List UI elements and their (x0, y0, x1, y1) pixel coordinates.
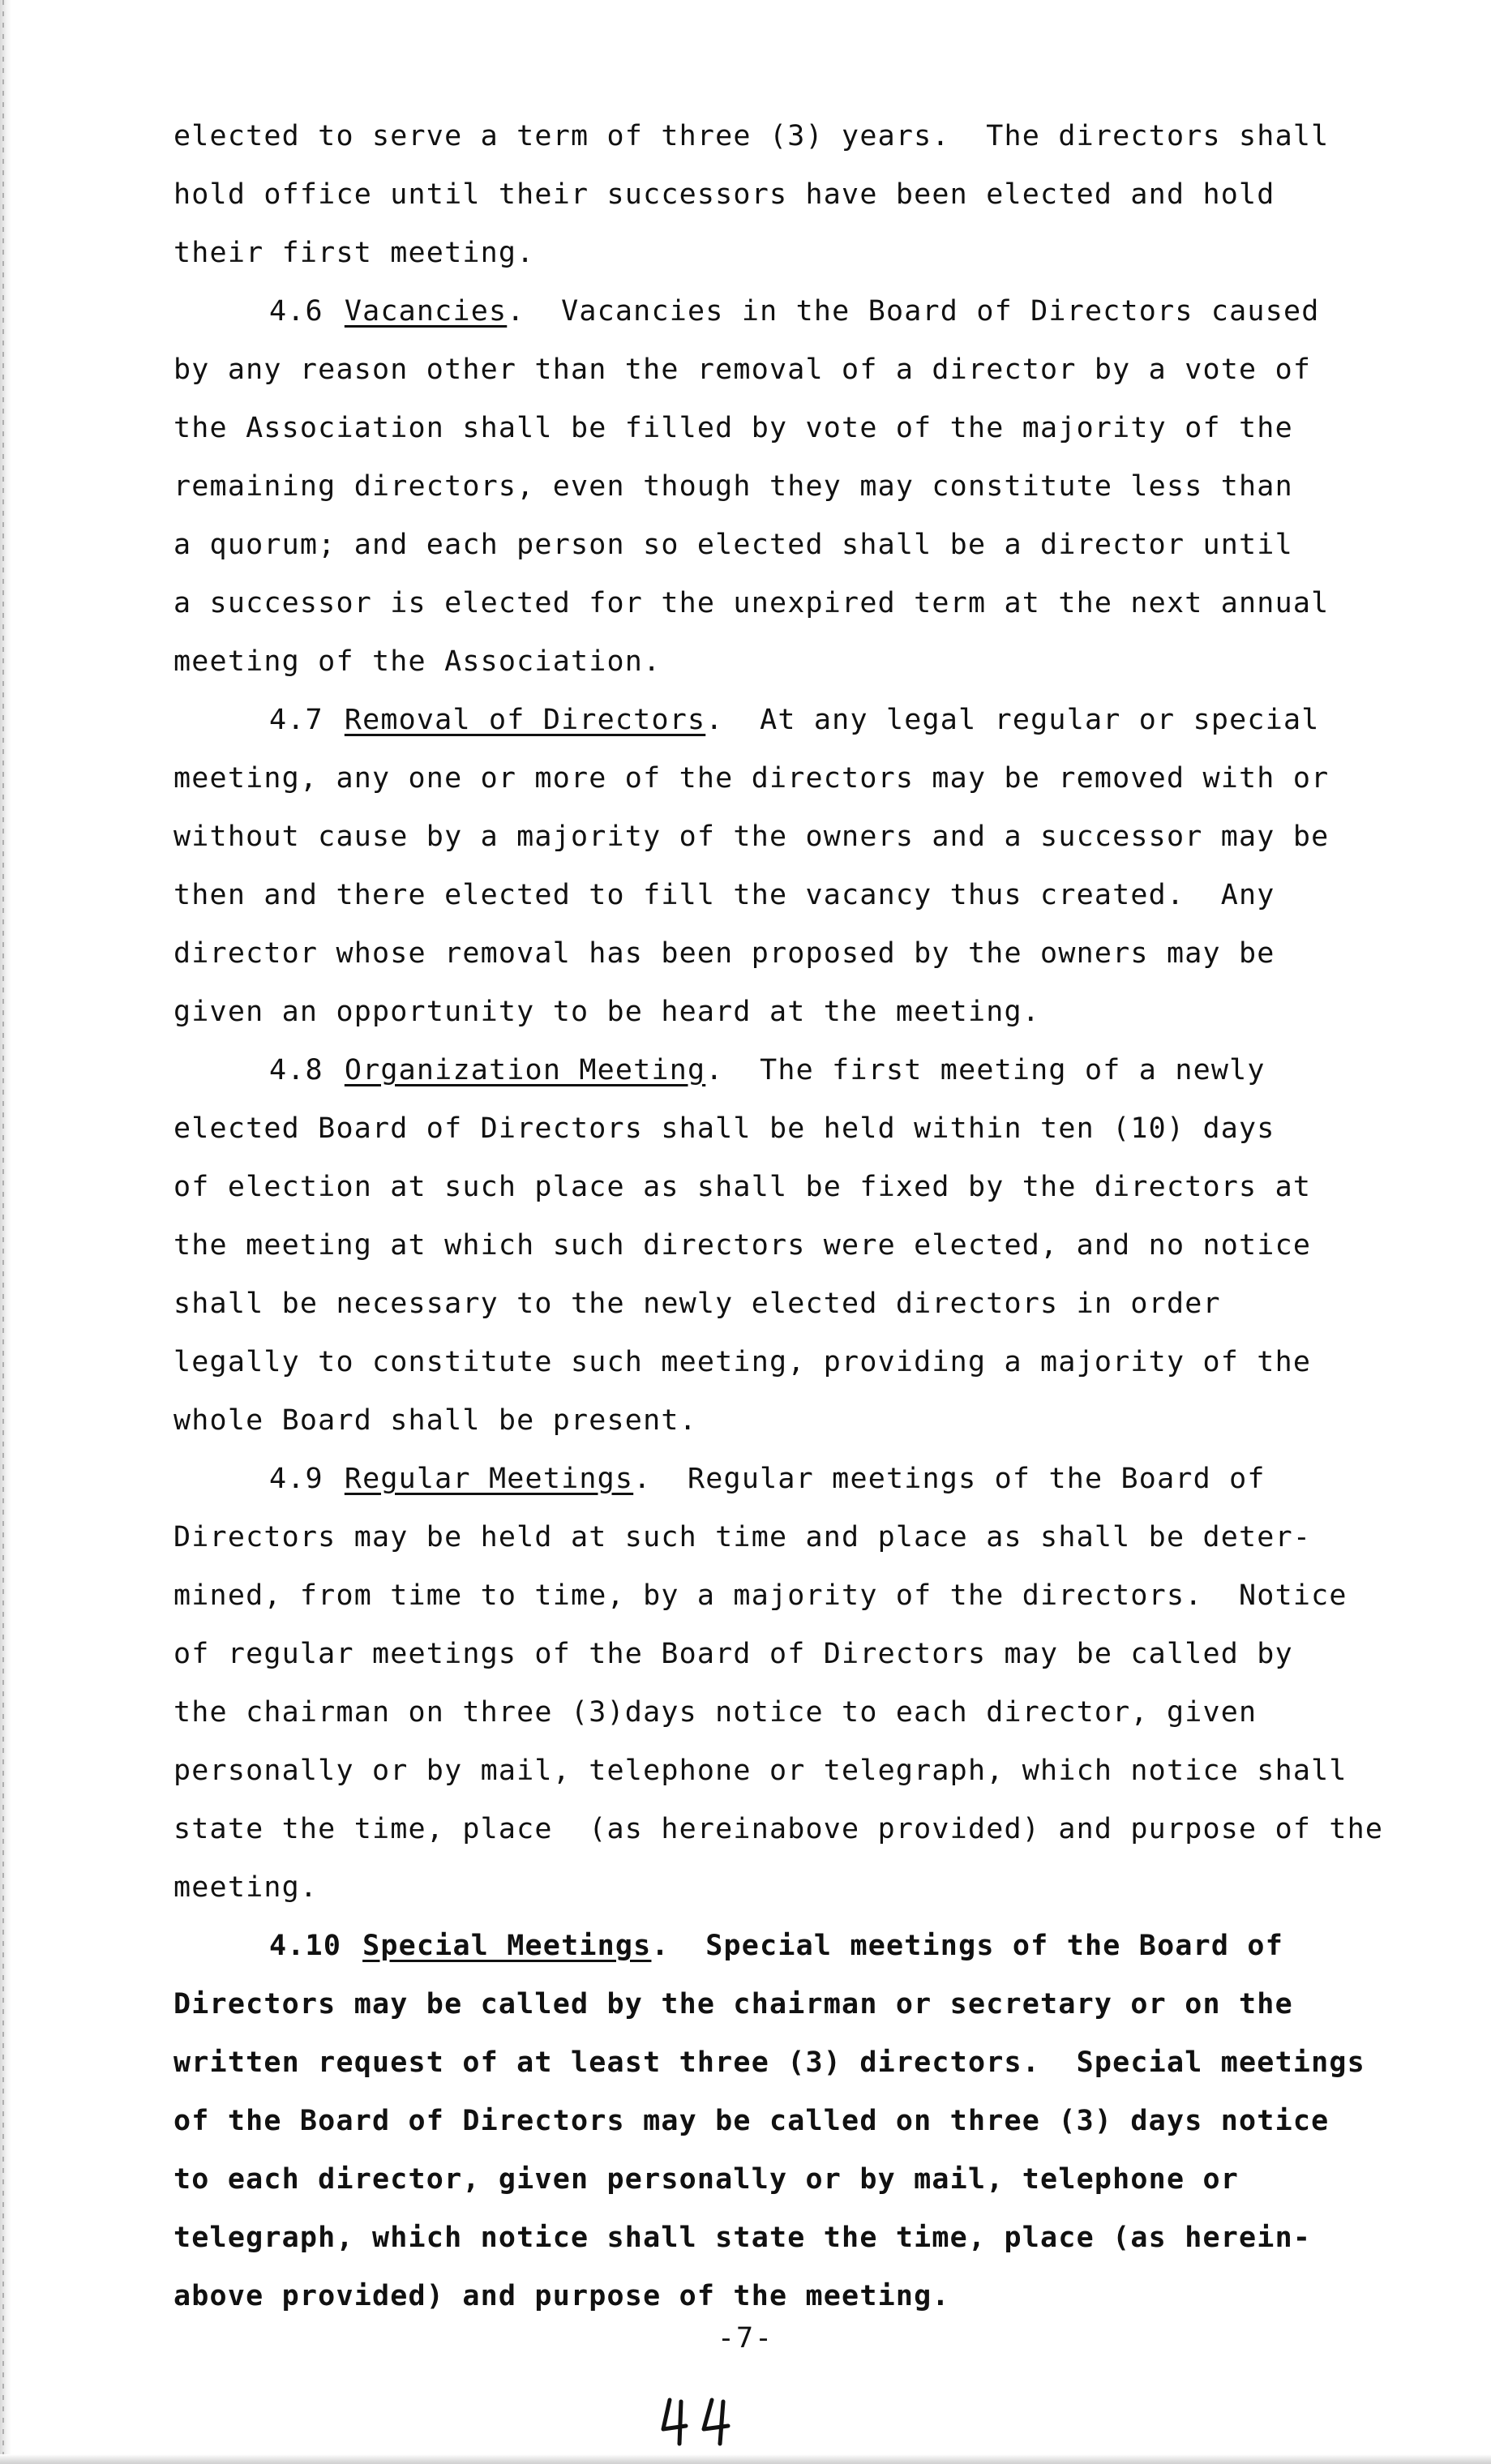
text-line: the meeting at which such directors were elected, and no notice (174, 1229, 1312, 1262)
section-number: 4.6 (269, 295, 323, 328)
text-line: of the Board of Directors may be called on three (3) days notice (174, 2105, 1330, 2137)
text-line: of regular meetings of the Board of Directors may be called by (174, 1638, 1293, 1670)
text-line: without cause by a majority of the owners and a successor may be (174, 821, 1330, 853)
text-line: the Association shall be filled by vote of the majority of the (174, 412, 1293, 444)
section-first-line-text: . Regular meetings of the Board of (633, 1463, 1266, 1495)
section-number: 4.8 (269, 1054, 323, 1086)
text-line: by any reason other than the removal of a director by a vote of (174, 354, 1312, 386)
text-line: the chairman on three (3)days notice to each director, given (174, 1696, 1257, 1729)
text-line: shall be necessary to the newly elected directors in order (174, 1288, 1221, 1320)
text-line: legally to constitute such meeting, providing a majority of the (174, 1346, 1312, 1378)
section-first-line-text: . Vacancies in the Board of Directors caused (507, 295, 1320, 328)
text-line: personally or by mail, telephone or telegraph, which notice shall (174, 1755, 1347, 1787)
text-line: Directors may be held at such time and place as shall be deter- (174, 1521, 1312, 1553)
text-line: elected to serve a term of three (3) years. The directors shall (174, 120, 1330, 152)
text-line: remaining directors, even though they may constitute less than (174, 470, 1293, 503)
section-title: Vacancies (344, 295, 508, 328)
text-line: meeting of the Association. (174, 645, 662, 678)
document-body (174, 107, 1398, 2325)
text-line: above provided) and purpose of the meeting. (174, 2280, 950, 2312)
section-heading-line (174, 691, 1398, 749)
section-heading-line (174, 282, 1398, 341)
text-line: Directors may be called by the chairman or secretary or on the (174, 1988, 1293, 2020)
text-line: meeting, any one or more of the directors may be removed with or (174, 762, 1330, 795)
text-line: to each director, given personally or by mail, telephone or (174, 2163, 1240, 2196)
text-line: director whose removal has been proposed by the owners may be (174, 937, 1275, 970)
section-4-8-organization-meeting (174, 1041, 1398, 1450)
text-line: their first meeting. (174, 237, 535, 269)
text-line: meeting. (174, 1871, 319, 1904)
text-line: whole Board shall be present. (174, 1404, 697, 1437)
section-title: Removal of Directors (344, 704, 706, 736)
opening-paragraph (174, 107, 1398, 282)
scan-edge-left (0, 0, 11, 2464)
section-4-6-vacancies (174, 282, 1398, 691)
section-title: Regular Meetings (344, 1463, 634, 1495)
section-heading-line (174, 1450, 1398, 1508)
text-line: given an opportunity to be heard at the meeting. (174, 996, 1041, 1028)
text-line: a quorum; and each person so elected shall be a director until (174, 529, 1293, 561)
section-heading-line (174, 1917, 1398, 1975)
section-4-7-removal-of-directors (174, 691, 1398, 1041)
handwritten-page-number (658, 2393, 748, 2450)
section-4-10-special-meetings (174, 1917, 1398, 2325)
text-line: of election at such place as shall be fixed by the directors at (174, 1171, 1312, 1203)
section-number: 4.9 (269, 1463, 323, 1495)
section-first-line-text: . The first meeting of a newly (705, 1054, 1266, 1086)
text-line: a successor is elected for the unexpired term at the next annual (174, 587, 1330, 619)
text-line: hold office until their successors have been elected and hold (174, 178, 1275, 211)
text-line: telegraph, which notice shall state the time, place (as herein- (174, 2222, 1312, 2254)
section-title: Organization Meeting (344, 1054, 706, 1086)
text-line: elected Board of Directors shall be held within ten (10) days (174, 1112, 1275, 1145)
text-line: mined, from time to time, by a majority of the directors. Notice (174, 1579, 1347, 1612)
section-number: 4.10 (269, 1930, 342, 1962)
section-4-9-regular-meetings (174, 1450, 1398, 1917)
section-number: 4.7 (269, 704, 323, 736)
section-title: Special Meetings (362, 1930, 652, 1962)
page-number: -7- (717, 2322, 774, 2355)
section-first-line-text: . At any legal regular or special (705, 704, 1320, 736)
scan-edge-bottom (0, 2454, 1491, 2464)
text-line: state the time, place (as hereinabove provided) and purpose of the (174, 1813, 1384, 1845)
text-line: then and there elected to fill the vacancy thus created. Any (174, 879, 1275, 911)
section-heading-line (174, 1041, 1398, 1099)
text-line: written request of at least three (3) directors. Special meetings (174, 2046, 1365, 2079)
section-first-line-text: . Special meetings of the Board of (651, 1930, 1283, 1962)
